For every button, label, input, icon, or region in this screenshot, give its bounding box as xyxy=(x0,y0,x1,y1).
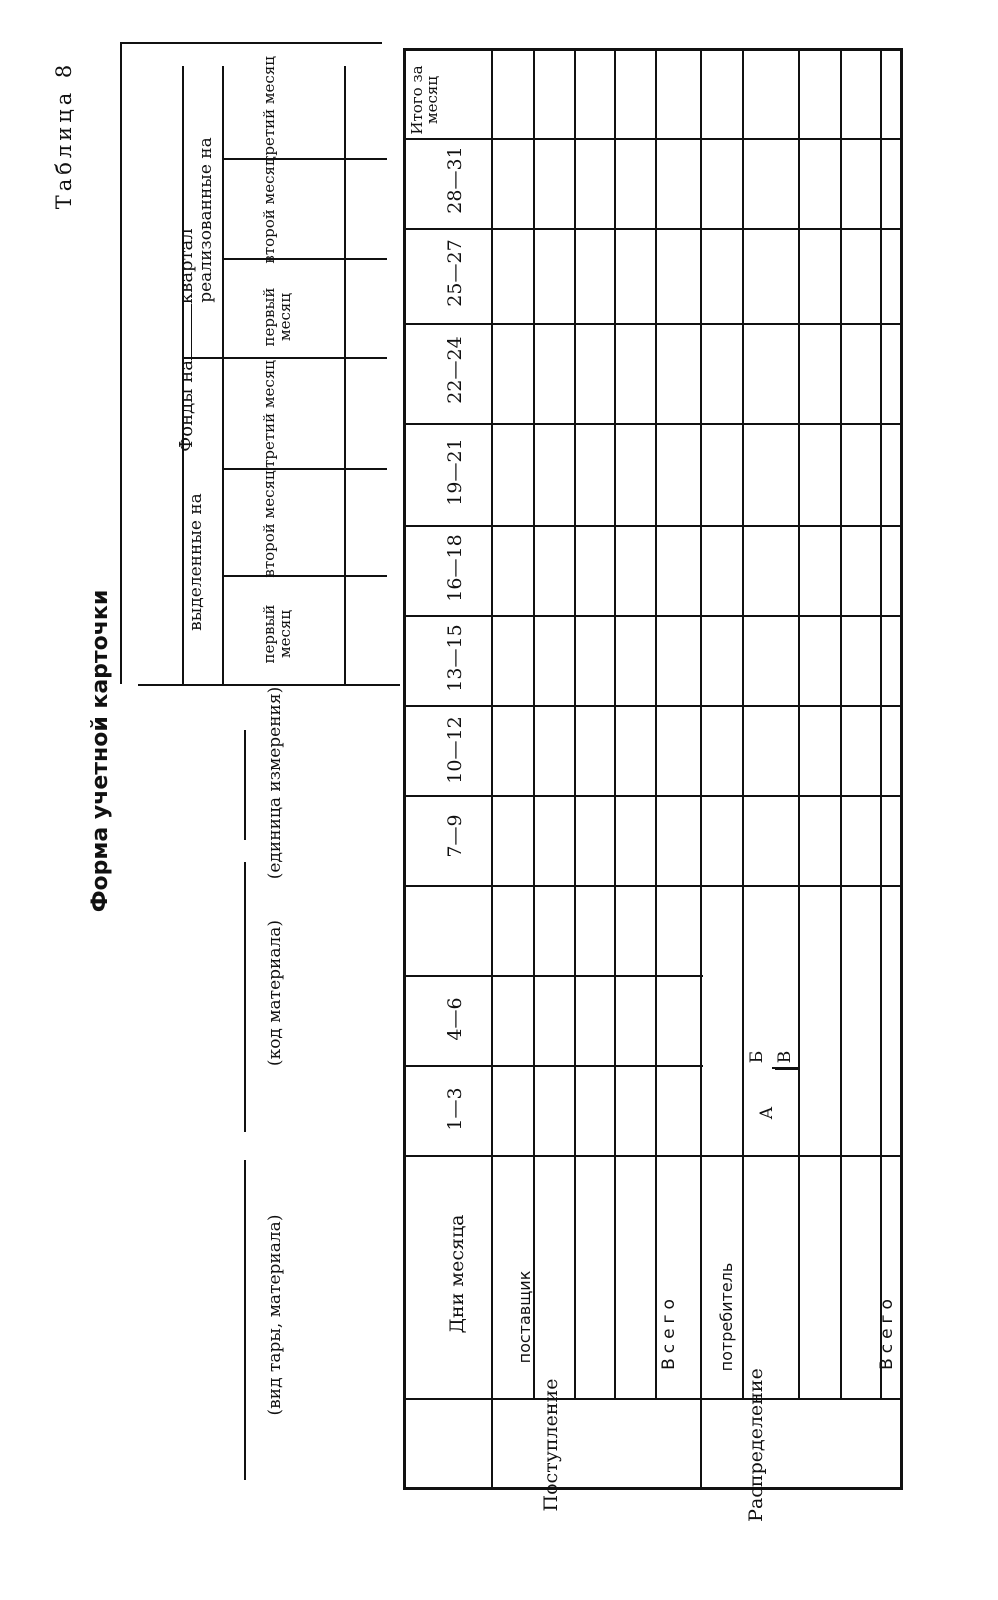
funds-month-second-allocated: второй месяц xyxy=(260,470,278,578)
col-28-31: 28—31 xyxy=(444,146,466,214)
caption-line-2 xyxy=(244,862,246,1132)
table-border-bottom xyxy=(403,1487,903,1490)
column-divider-6 xyxy=(403,615,903,617)
consumer-label: потребитель xyxy=(717,1262,736,1372)
table-border-left xyxy=(403,48,406,1490)
header-row-divider xyxy=(491,48,493,1490)
column-divider-2 xyxy=(403,975,703,977)
col-10-12: 10—12 xyxy=(444,716,466,784)
col-25-27: 25—27 xyxy=(444,239,466,307)
col-4-6: 4—6 xyxy=(444,997,466,1041)
distribution-row-line-3 xyxy=(840,48,842,1398)
receipt-total-label: Всего xyxy=(659,1294,679,1370)
column-divider-8 xyxy=(403,423,903,425)
table-label: Таблица 8 xyxy=(52,60,76,210)
table-border-right xyxy=(900,48,903,1490)
distribution-sub-line xyxy=(742,48,744,1158)
sub-v-label: В xyxy=(775,1050,795,1064)
supplier-label: поставщик xyxy=(515,1270,534,1364)
funds-frame-left xyxy=(120,42,122,684)
column-divider-4 xyxy=(403,795,903,797)
col-16-18: 16—18 xyxy=(444,534,466,602)
funds-heading-prefix: Фонды на xyxy=(176,360,197,452)
distribution-row-line-2 xyxy=(798,48,800,1398)
receipt-row-line-4 xyxy=(655,48,657,1398)
table-border-top xyxy=(403,48,903,51)
caption-material-type: (вид тары, материала) xyxy=(265,1214,285,1416)
funds-month-third-allocated: третий месяц xyxy=(260,360,278,468)
column-divider-5 xyxy=(403,705,903,707)
funds-quarter-blank xyxy=(177,304,192,360)
column-divider-10 xyxy=(403,228,903,230)
col-total-month: Итого за месяц xyxy=(408,65,441,135)
column-divider-7 xyxy=(403,525,903,527)
col-13-15: 13—15 xyxy=(444,624,466,692)
funds-value-line xyxy=(344,66,346,684)
sub-b-label: Б xyxy=(747,1050,767,1064)
funds-month-third-realized: третий месяц xyxy=(260,56,278,164)
section-label-divider xyxy=(403,1398,903,1400)
distribution-row-line-4 xyxy=(880,48,882,1398)
funds-frame-top xyxy=(120,42,382,44)
column-divider-11 xyxy=(403,138,903,140)
funds-realized-label: реализованные на xyxy=(196,137,216,303)
caption-unit: (единица измерения) xyxy=(265,686,285,880)
column-divider-3 xyxy=(403,885,903,887)
receipt-row-line-3 xyxy=(614,48,616,1398)
funds-heading-suffix: квартал xyxy=(176,228,197,305)
funds-allocated-label: выделенные на xyxy=(186,493,206,631)
column-divider-9 xyxy=(403,323,903,325)
section-receipt-label: Поступление xyxy=(540,1378,562,1512)
days-header-divider xyxy=(403,1155,903,1157)
column-divider-1 xyxy=(403,1065,703,1067)
page-title: Форма учетной карточки xyxy=(88,589,113,913)
caption-material-code: (код материала) xyxy=(265,919,285,1067)
funds-month-first-allocated: первый месяц xyxy=(260,604,294,664)
caption-line-3 xyxy=(244,730,246,840)
sub-a-label: А xyxy=(757,1106,777,1120)
col-7-9: 7—9 xyxy=(444,814,466,858)
receipt-row-line-2 xyxy=(574,48,576,1398)
receipt-row-line-1 xyxy=(533,48,535,1398)
col-22-24: 22—24 xyxy=(444,336,466,404)
funds-month-first-realized: первый месяц xyxy=(260,287,294,347)
days-header: Дни месяца xyxy=(446,1214,468,1334)
col-1-3: 1—3 xyxy=(444,1087,466,1131)
distribution-total-label: Всего xyxy=(877,1294,897,1370)
caption-line-1 xyxy=(244,1160,246,1480)
section-divider xyxy=(700,48,702,1490)
funds-month-second-realized: второй месяц xyxy=(260,156,278,264)
col-19-21: 19—21 xyxy=(444,438,466,506)
section-distribution-label: Распределение xyxy=(745,1368,767,1522)
